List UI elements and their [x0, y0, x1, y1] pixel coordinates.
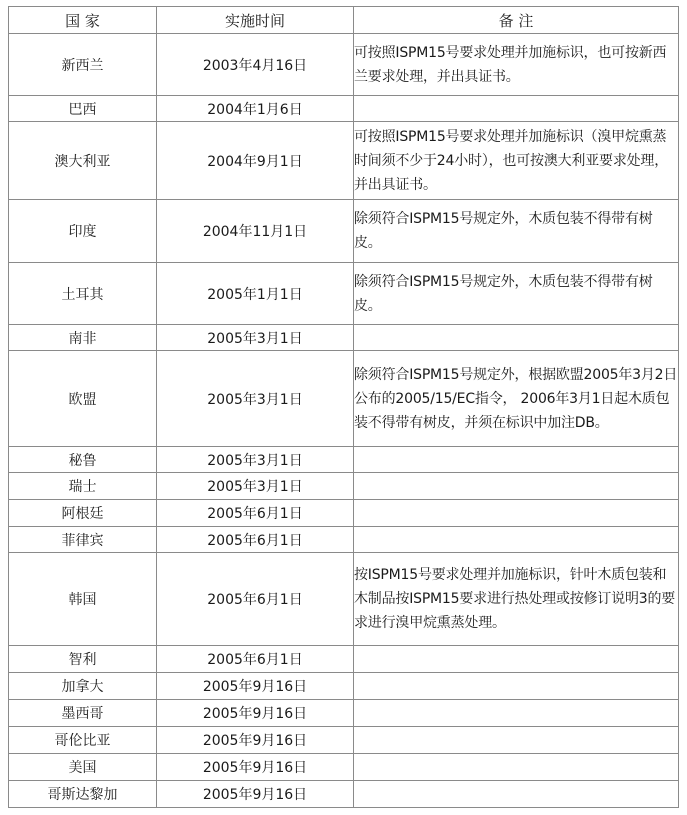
remarks-text: 可按照ISPM15号要求处理并加施标识（溴甲烷熏蒸时间须不少于24小时），也可按澳大利亚要求处理，并出具证书。	[354, 128, 669, 193]
country-cell: 印度	[9, 200, 157, 263]
table-row	[9, 700, 679, 727]
country-cell: 智利	[9, 646, 157, 673]
country-cell: 巴西	[9, 96, 157, 122]
remarks-cell	[354, 34, 679, 96]
table-row	[9, 553, 679, 646]
country-cell: 澳大利亚	[9, 122, 157, 200]
implementation-date-cell: 2005年9月16日	[157, 781, 354, 808]
country-cell: 南非	[9, 325, 157, 351]
country-cell: 新西兰	[9, 34, 157, 96]
implementation-date-cell: 2005年9月16日	[157, 673, 354, 700]
country-implementation-table	[8, 6, 679, 808]
remarks-cell	[354, 781, 679, 808]
table-row	[9, 673, 679, 700]
implementation-date-cell: 2005年6月1日	[157, 527, 354, 553]
table-header-row	[9, 7, 679, 34]
country-cell: 加拿大	[9, 673, 157, 700]
table-row	[9, 500, 679, 527]
remarks-text: 除须符合ISPM15号规定外，木质包装不得带有树皮。	[354, 211, 653, 251]
remarks-text: 除须符合ISPM15号规定外，根据欧盟2005年3月2日公布的2005/15/EC指令， 2006年3月1日起木质包装不得带有树皮，并须在标识中加注DB。	[354, 366, 678, 431]
remarks-cell	[354, 673, 679, 700]
remarks-text: 可按照ISPM15号要求处理并加施标识，也可按新西兰要求处理，并出具证书。	[354, 44, 667, 85]
implementation-date-cell: 2005年3月1日	[157, 473, 354, 500]
implementation-date-cell: 2005年6月1日	[157, 553, 354, 646]
country-cell: 瑞士	[9, 473, 157, 500]
table-row	[9, 754, 679, 781]
implementation-date-cell: 2005年3月1日	[157, 447, 354, 473]
remarks-cell	[354, 200, 679, 263]
implementation-date-cell: 2004年1月6日	[157, 96, 354, 122]
country-cell: 美国	[9, 754, 157, 781]
table-row	[9, 34, 679, 96]
table-row	[9, 447, 679, 473]
table-row	[9, 527, 679, 553]
country-cell: 阿根廷	[9, 500, 157, 527]
country-cell: 菲律宾	[9, 527, 157, 553]
table-row	[9, 325, 679, 351]
remarks-cell	[354, 447, 679, 473]
implementation-date-cell: 2005年6月1日	[157, 646, 354, 673]
remarks-cell	[354, 122, 679, 200]
remarks-cell	[354, 473, 679, 500]
implementation-date-cell: 2004年11月1日	[157, 200, 354, 263]
remarks-cell	[354, 527, 679, 553]
remarks-cell	[354, 727, 679, 754]
country-cell: 秘鲁	[9, 447, 157, 473]
implementation-date-cell: 2005年1月1日	[157, 263, 354, 325]
implementation-date-cell: 2003年4月16日	[157, 34, 354, 96]
table-row	[9, 96, 679, 122]
header-country: 国 家	[9, 7, 157, 34]
header-remarks: 备 注	[354, 7, 679, 34]
remarks-cell	[354, 553, 679, 646]
country-cell: 哥斯达黎加	[9, 781, 157, 808]
table-row	[9, 351, 679, 447]
remarks-text: 按ISPM15号要求处理并加施标识，针叶木质包装和木制品按ISPM15要求进行热处理或按修订说明3的要求进行溴甲烷熏蒸处理。	[354, 567, 676, 631]
implementation-date-cell: 2004年9月1日	[157, 122, 354, 200]
implementation-date-cell: 2005年6月1日	[157, 500, 354, 527]
country-cell: 欧盟	[9, 351, 157, 447]
implementation-date-cell: 2005年3月1日	[157, 325, 354, 351]
table-row	[9, 646, 679, 673]
remarks-cell	[354, 96, 679, 122]
table-row	[9, 473, 679, 500]
table-body	[9, 34, 679, 808]
remarks-cell	[354, 500, 679, 527]
remarks-cell	[354, 263, 679, 325]
remarks-cell	[354, 351, 679, 447]
country-cell: 土耳其	[9, 263, 157, 325]
header-implementation-date: 实施时间	[157, 7, 354, 34]
country-cell: 哥伦比亚	[9, 727, 157, 754]
remarks-cell	[354, 754, 679, 781]
table-row	[9, 781, 679, 808]
remarks-cell	[354, 700, 679, 727]
remarks-cell	[354, 325, 679, 351]
implementation-date-cell: 2005年9月16日	[157, 700, 354, 727]
implementation-date-cell: 2005年9月16日	[157, 754, 354, 781]
implementation-date-cell: 2005年3月1日	[157, 351, 354, 447]
country-cell: 韩国	[9, 553, 157, 646]
remarks-text: 除须符合ISPM15号规定外，木质包装不得带有树皮。	[354, 273, 653, 314]
table-row	[9, 263, 679, 325]
table-row	[9, 122, 679, 200]
remarks-cell	[354, 646, 679, 673]
table-row	[9, 200, 679, 263]
country-cell: 墨西哥	[9, 700, 157, 727]
table-row	[9, 727, 679, 754]
implementation-date-cell: 2005年9月16日	[157, 727, 354, 754]
